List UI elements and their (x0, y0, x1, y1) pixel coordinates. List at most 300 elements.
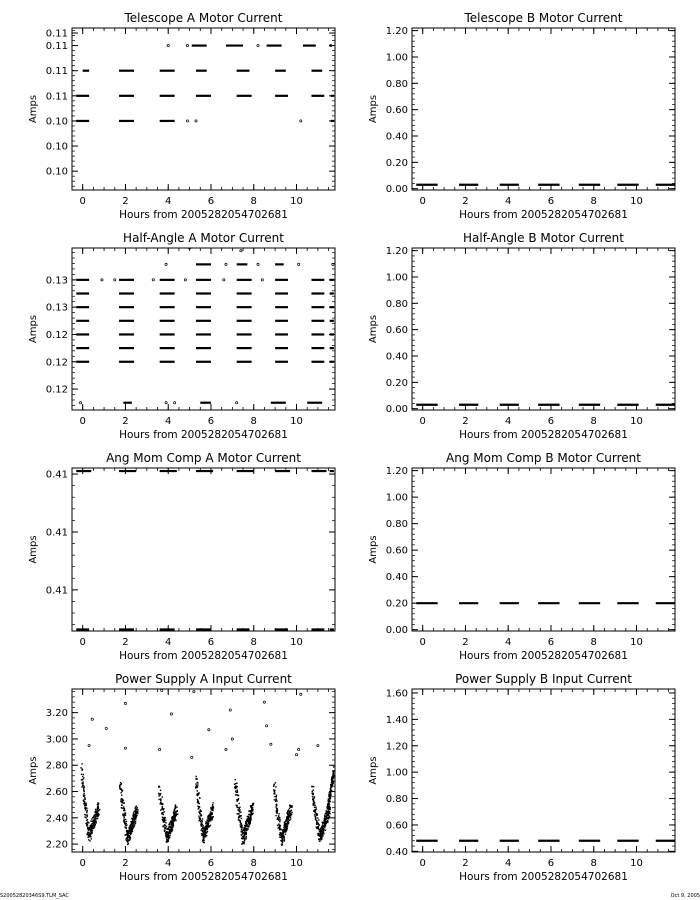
data-point (212, 809, 213, 810)
data-point (184, 279, 186, 281)
chart-1 (368, 11, 677, 221)
data-point (287, 813, 288, 814)
data-point (240, 812, 241, 813)
data-point (279, 821, 280, 822)
plot-frame (72, 28, 335, 190)
data-point (323, 822, 324, 823)
data-point (96, 811, 97, 812)
data-point (130, 834, 131, 835)
data-point (251, 807, 252, 808)
data-point (243, 837, 244, 838)
data-point (206, 829, 207, 830)
data-point (289, 815, 290, 816)
data-point (125, 825, 126, 826)
data-point (84, 803, 85, 804)
data-point (319, 829, 320, 830)
data-point (83, 785, 84, 786)
data-point (318, 824, 319, 825)
data-point (250, 818, 251, 819)
data-point (81, 786, 82, 787)
y-tick-label: 0.80 (385, 298, 408, 310)
data-point (200, 821, 201, 822)
data-point (172, 818, 173, 819)
data-point (273, 784, 274, 785)
data-point (210, 825, 211, 826)
data-point (131, 821, 132, 822)
data-point (202, 831, 203, 832)
data-point (327, 820, 328, 821)
data-point (235, 779, 236, 780)
data-point (242, 841, 243, 842)
data-point (162, 806, 163, 807)
x-axis-label: Hours from 2005282054702681 (119, 871, 288, 883)
data-point (246, 836, 247, 837)
data-point (125, 813, 126, 814)
data-point (160, 793, 161, 794)
y-tick-label: 1.00 (385, 52, 408, 64)
y-tick-label: 0.00 (385, 184, 408, 196)
data-point (241, 827, 242, 828)
data-point (323, 829, 324, 830)
x-tick-label: 2 (462, 416, 469, 427)
data-point (169, 837, 170, 838)
data-point (88, 839, 89, 840)
data-point (235, 783, 236, 784)
data-point (170, 713, 172, 715)
y-tick-label: 0.11 (45, 41, 68, 53)
data-point (207, 831, 208, 832)
chart-title: Ang Mom Comp B Motor Current (446, 451, 641, 465)
chart-6 (28, 672, 335, 883)
data-point (162, 803, 163, 804)
data-point (92, 820, 93, 821)
data-point (206, 835, 207, 836)
data-point (83, 791, 84, 792)
y-tick-label: 0.60 (385, 820, 408, 832)
data-point (319, 840, 320, 841)
data-point (162, 817, 163, 818)
data-point (287, 821, 288, 822)
data-point (133, 814, 134, 815)
data-point (202, 821, 203, 822)
y-tick-label: 0.80 (385, 794, 408, 806)
data-point (120, 792, 121, 793)
data-point (165, 822, 166, 823)
data-point (89, 840, 90, 841)
data-point (167, 839, 168, 840)
data-point (295, 754, 297, 756)
y-tick-label: 3.00 (45, 734, 68, 746)
y-tick-label: 0.60 (385, 325, 408, 337)
x-tick-label: 10 (630, 637, 643, 648)
data-point (158, 786, 159, 787)
data-point (135, 810, 136, 811)
data-point (131, 827, 132, 828)
data-point (175, 819, 176, 820)
data-point (278, 813, 279, 814)
data-point (211, 812, 212, 813)
data-point (173, 823, 174, 824)
data-point (279, 826, 280, 827)
data-point (323, 820, 324, 821)
data-series (76, 44, 334, 122)
data-point (317, 826, 318, 827)
y-tick-label: 0.60 (385, 105, 408, 117)
data-point (312, 798, 313, 799)
data-point (91, 829, 92, 830)
data-point (82, 776, 83, 777)
data-point (90, 833, 91, 834)
data-point (265, 725, 267, 727)
data-point (195, 783, 196, 784)
data-point (324, 815, 325, 816)
data-point (236, 783, 237, 784)
data-point (313, 799, 314, 800)
data-point (198, 793, 199, 794)
data-point (328, 816, 329, 817)
x-axis-label: Hours from 2005282054702681 (119, 209, 288, 221)
data-point (164, 830, 165, 831)
data-point (175, 807, 176, 808)
data-point (196, 787, 197, 788)
x-tick-label: 2 (122, 637, 129, 648)
data-point (161, 813, 162, 814)
data-point (84, 801, 85, 802)
data-point (82, 769, 83, 770)
data-point (239, 807, 240, 808)
x-axis-label: Hours from 2005282054702681 (459, 429, 628, 441)
data-point (324, 825, 325, 826)
y-axis-label: Amps (368, 94, 379, 124)
data-point (199, 803, 200, 804)
data-point (276, 795, 277, 796)
data-point (136, 807, 137, 808)
data-point (135, 818, 136, 819)
y-axis-label: Amps (28, 314, 39, 344)
data-point (124, 817, 125, 818)
data-point (333, 772, 334, 773)
data-point (195, 778, 196, 779)
chart-title: Telescope A Motor Current (124, 11, 283, 25)
data-point (95, 815, 96, 816)
data-point (174, 402, 176, 404)
data-point (277, 819, 278, 820)
data-point (207, 825, 208, 826)
data-point (165, 402, 167, 404)
data-point (135, 813, 136, 814)
data-point (280, 833, 281, 834)
data-point (162, 796, 163, 797)
data-point (135, 817, 136, 818)
y-tick-label: 0.80 (385, 78, 408, 90)
data-point (166, 832, 167, 833)
y-tick-label: 1.20 (385, 246, 408, 258)
x-tick-label: 10 (290, 637, 303, 648)
data-point (202, 825, 203, 826)
data-point (290, 805, 291, 806)
data-point (121, 807, 122, 808)
plot-frame (412, 248, 675, 410)
data-point (96, 812, 97, 813)
y-tick-label: 0.00 (385, 404, 408, 416)
data-point (165, 263, 167, 265)
data-point (98, 808, 99, 809)
x-axis-label: Hours from 2005282054702681 (459, 209, 628, 221)
x-tick-label: 0 (419, 637, 426, 648)
data-point (291, 812, 292, 813)
y-tick-label: 0.60 (385, 545, 408, 557)
data-point (241, 815, 242, 816)
data-point (244, 842, 245, 843)
data-point (127, 844, 128, 845)
data-point (315, 819, 316, 820)
data-point (124, 702, 126, 704)
data-point (208, 822, 209, 823)
data-point (82, 783, 83, 784)
data-point (317, 817, 318, 818)
data-point (328, 815, 329, 816)
chart-title: Half-Angle A Motor Current (123, 231, 284, 245)
data-point (84, 786, 85, 787)
data-point (328, 794, 329, 795)
x-tick-label: 6 (547, 196, 555, 207)
data-point (318, 839, 319, 840)
x-tick-label: 0 (79, 416, 86, 427)
y-tick-label: 0.41 (45, 469, 68, 481)
data-point (240, 250, 242, 252)
data-point (152, 279, 154, 281)
data-point (101, 279, 103, 281)
data-point (281, 843, 282, 844)
data-point (291, 809, 292, 810)
data-point (300, 120, 302, 122)
data-point (273, 793, 274, 794)
data-point (291, 806, 292, 807)
data-point (245, 834, 246, 835)
data-point (317, 823, 318, 824)
data-point (203, 835, 204, 836)
data-point (328, 803, 329, 804)
data-point (197, 784, 198, 785)
data-point (166, 831, 167, 832)
data-point (163, 818, 164, 819)
data-point (129, 835, 130, 836)
x-tick-label: 0 (419, 196, 426, 207)
data-point (239, 811, 240, 812)
y-tick-label: 2.40 (45, 813, 68, 825)
chart-3 (368, 231, 677, 441)
x-tick-label: 6 (547, 637, 555, 648)
data-point (257, 44, 259, 46)
x-tick-label: 2 (462, 637, 469, 648)
y-tick-label: 0.40 (385, 846, 408, 858)
data-point (211, 807, 212, 808)
data-point (329, 796, 330, 797)
data-point (325, 813, 326, 814)
data-point (201, 830, 202, 831)
data-point (253, 803, 254, 804)
data-point (287, 826, 288, 827)
y-axis-label: Amps (368, 535, 379, 564)
data-point (312, 786, 313, 787)
data-point (234, 786, 235, 787)
data-point (313, 797, 314, 798)
data-point (161, 803, 162, 804)
data-point (278, 818, 279, 819)
x-tick-label: 2 (122, 416, 129, 427)
data-point (285, 829, 286, 830)
data-point (330, 795, 331, 796)
data-point (81, 763, 82, 764)
x-tick-label: 4 (165, 637, 172, 648)
data-point (274, 791, 275, 792)
data-point (314, 814, 315, 815)
data-point (241, 825, 242, 826)
data-point (136, 806, 137, 807)
y-tick-label: 0.12 (45, 384, 68, 396)
data-point (274, 796, 275, 797)
data-point (186, 44, 188, 46)
data-point (250, 822, 251, 823)
data-point (298, 263, 300, 265)
data-point (160, 800, 161, 801)
x-tick-label: 8 (250, 637, 257, 648)
data-point (332, 771, 333, 772)
x-tick-label: 4 (165, 196, 172, 207)
y-tick-label: 0.11 (45, 66, 68, 78)
x-tick-label: 10 (290, 416, 303, 427)
data-point (318, 819, 319, 820)
x-tick-label: 0 (79, 637, 86, 648)
y-tick-label: 0.41 (45, 585, 68, 597)
data-point (121, 795, 122, 796)
data-point (315, 807, 316, 808)
x-tick-label: 4 (165, 416, 172, 427)
data-point (169, 835, 170, 836)
y-axis-label: Amps (368, 756, 379, 785)
data-point (276, 808, 277, 809)
data-point (176, 806, 177, 807)
data-point (275, 800, 276, 801)
plot-frame (72, 248, 335, 410)
data-point (173, 825, 174, 826)
y-axis-label: Amps (28, 535, 39, 564)
data-point (327, 821, 328, 822)
data-point (203, 838, 204, 839)
x-tick-label: 6 (207, 858, 215, 869)
y-tick-label: 1.40 (385, 714, 408, 726)
data-point (319, 835, 320, 836)
data-point (280, 829, 281, 830)
x-tick-label: 4 (165, 858, 172, 869)
y-tick-label: 0.00 (385, 625, 408, 637)
data-point (205, 831, 206, 832)
data-point (174, 810, 175, 811)
data-point (174, 817, 175, 818)
data-point (168, 834, 169, 835)
x-tick-label: 4 (505, 416, 512, 427)
x-axis-label: Hours from 2005282054702681 (459, 871, 628, 883)
data-point (121, 798, 122, 799)
data-point (331, 790, 332, 791)
data-point (120, 801, 121, 802)
data-point (87, 837, 88, 838)
data-point (278, 827, 279, 828)
data-point (261, 279, 263, 281)
data-point (91, 818, 92, 819)
data-point (333, 775, 334, 776)
data-point (270, 743, 272, 745)
y-tick-label: 0.20 (385, 598, 408, 610)
x-tick-label: 0 (79, 858, 86, 869)
data-point (314, 807, 315, 808)
data-point (164, 821, 165, 822)
data-point (199, 797, 200, 798)
data-point (237, 792, 238, 793)
x-tick-label: 6 (207, 637, 215, 648)
data-point (86, 812, 87, 813)
data-point (286, 828, 287, 829)
data-point (313, 803, 314, 804)
data-point (171, 827, 172, 828)
data-point (130, 837, 131, 838)
data-point (238, 803, 239, 804)
data-point (278, 815, 279, 816)
data-point (312, 796, 313, 797)
data-point (205, 823, 206, 824)
data-point (164, 831, 165, 832)
data-point (237, 786, 238, 787)
data-point (284, 823, 285, 824)
data-point (274, 799, 275, 800)
data-point (197, 790, 198, 791)
data-point (133, 821, 134, 822)
data-point (191, 756, 193, 758)
data-point (166, 829, 167, 830)
x-tick-label: 2 (122, 196, 129, 207)
x-tick-label: 8 (250, 858, 257, 869)
data-point (248, 817, 249, 818)
data-point (83, 789, 84, 790)
data-point (317, 814, 318, 815)
data-point (237, 807, 238, 808)
data-point (263, 701, 265, 703)
x-tick-label: 6 (547, 858, 555, 869)
chart-5 (368, 451, 677, 662)
y-tick-label: 0.40 (385, 572, 408, 584)
x-tick-label: 0 (419, 416, 426, 427)
data-point (212, 816, 213, 817)
data-point (329, 806, 330, 807)
data-point (313, 786, 314, 787)
data-point (137, 811, 138, 812)
chart-4 (28, 451, 335, 662)
x-tick-label: 6 (547, 416, 555, 427)
data-point (133, 823, 134, 824)
data-point (122, 790, 123, 791)
data-point (330, 798, 331, 799)
data-point (123, 819, 124, 820)
data-point (320, 836, 321, 837)
data-series (76, 247, 334, 404)
chart-2 (28, 231, 335, 441)
data-point (312, 791, 313, 792)
data-point (280, 819, 281, 820)
data-point (238, 798, 239, 799)
data-point (245, 828, 246, 829)
data-point (208, 819, 209, 820)
data-point (95, 821, 96, 822)
